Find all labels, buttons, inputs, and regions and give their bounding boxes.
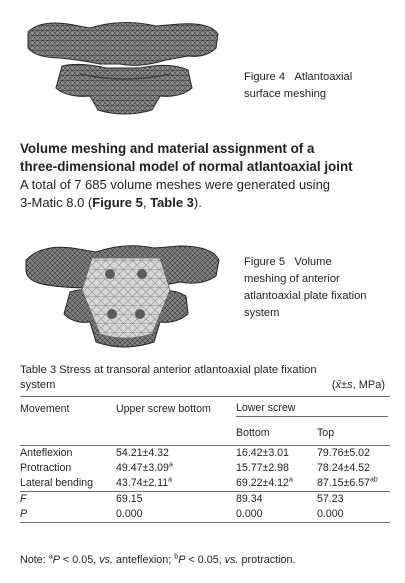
figure-4-image — [20, 18, 225, 120]
row-0-bottom: 16.42±3.01 — [236, 446, 317, 462]
col-lower-screw — [236, 397, 390, 422]
p-upper: 0.000 — [116, 507, 236, 523]
paragraph-line1: A total of 7 685 volume meshes were generated using — [20, 177, 331, 192]
figure-4-caption — [244, 69, 394, 103]
table-3-title-line1: Table 3 Stress at transoral anterior atlantoaxial plate fixation — [20, 364, 317, 376]
table-row — [20, 476, 390, 492]
figure-5-image — [20, 238, 225, 354]
col-movement: Movement — [20, 397, 116, 422]
section-heading-line2: three-dimensional model of normal atlantoaxial joint — [20, 159, 353, 174]
p-label: P — [20, 507, 116, 523]
col-bottom: Bottom — [236, 426, 270, 439]
row-1-bottom: 15.77±2.98 — [236, 462, 289, 474]
col-upper-screw-bottom: Upper screw bottom — [116, 397, 236, 422]
row-1-top: 78.24±4.52 — [317, 462, 370, 474]
table-row-p — [20, 507, 390, 523]
figure-5-ref: Figure 5 — [92, 195, 143, 210]
row-1-upper: 49.47±3.09$^a$ — [116, 461, 173, 474]
figure-4-caption-line2: surface meshing — [244, 88, 327, 100]
col-top: Top — [317, 426, 335, 439]
f-top: 57.23 — [317, 492, 390, 508]
figure-4-label: Figure 4 — [244, 71, 286, 83]
col-lower-screw-label: Lower screw — [236, 401, 388, 417]
row-2-upper: 43.74±2.11$^a$ — [116, 476, 173, 489]
row-1-movement: Protraction — [20, 462, 72, 474]
section-heading-line1: Volume meshing and material assignment of a — [20, 141, 315, 156]
row-0-top: 79.76±5.02 — [317, 446, 390, 462]
table-3 — [20, 396, 390, 523]
table-row — [20, 446, 390, 462]
f-bottom: 89.34 — [236, 492, 317, 508]
p-top: 0.000 — [317, 507, 390, 523]
units-stat: x̄±s — [335, 379, 353, 391]
table-row-f — [20, 492, 390, 508]
table-3-title-line2: system — [20, 379, 56, 391]
f-label: F — [20, 492, 116, 508]
figure-5-caption — [244, 254, 394, 322]
table-subheader-row — [20, 421, 390, 446]
figure-4-caption-line1: Atlantoaxial — [294, 71, 353, 83]
paragraph-sep: , — [142, 195, 151, 210]
p-bottom: 0.000 — [236, 507, 317, 523]
figure-5-caption-line2: meshing of anterior — [244, 273, 340, 285]
figure-5-label: Figure 5 — [244, 256, 286, 268]
row-0-upper: 54.21±4.32 — [116, 446, 236, 462]
units-pre: ( — [331, 379, 336, 391]
figure-5-caption-line1: Volume — [294, 256, 332, 268]
section-paragraph — [20, 176, 400, 212]
table-3-ref: Table 3 — [150, 195, 194, 210]
row-2-bottom: 69.22±4.12$^a$ — [236, 476, 293, 489]
table-3-units — [332, 378, 385, 393]
section-heading — [20, 140, 395, 176]
figure-5-caption-line3: atlantoaxial plate fixation — [244, 290, 367, 302]
units-post: , MPa) — [352, 379, 385, 391]
paragraph-line2-pre: 3-Matic 8.0 ( — [20, 195, 93, 210]
f-upper: 69.15 — [116, 492, 236, 508]
paragraph-end: ). — [193, 195, 202, 210]
table-header-row — [20, 397, 390, 422]
table-3-note: Note: $^a$P < 0.05, vs. anteflexion; $^b$P < 0.05, vs. protraction. — [20, 553, 296, 566]
row-2-movement: Lateral bending — [20, 477, 94, 489]
figure-5-caption-line4: system — [244, 307, 280, 319]
row-0-movement: Anteflexion — [20, 446, 116, 462]
row-2-top: 87.15±6.57$^{ab}$ — [317, 476, 378, 489]
table-row — [20, 461, 390, 476]
